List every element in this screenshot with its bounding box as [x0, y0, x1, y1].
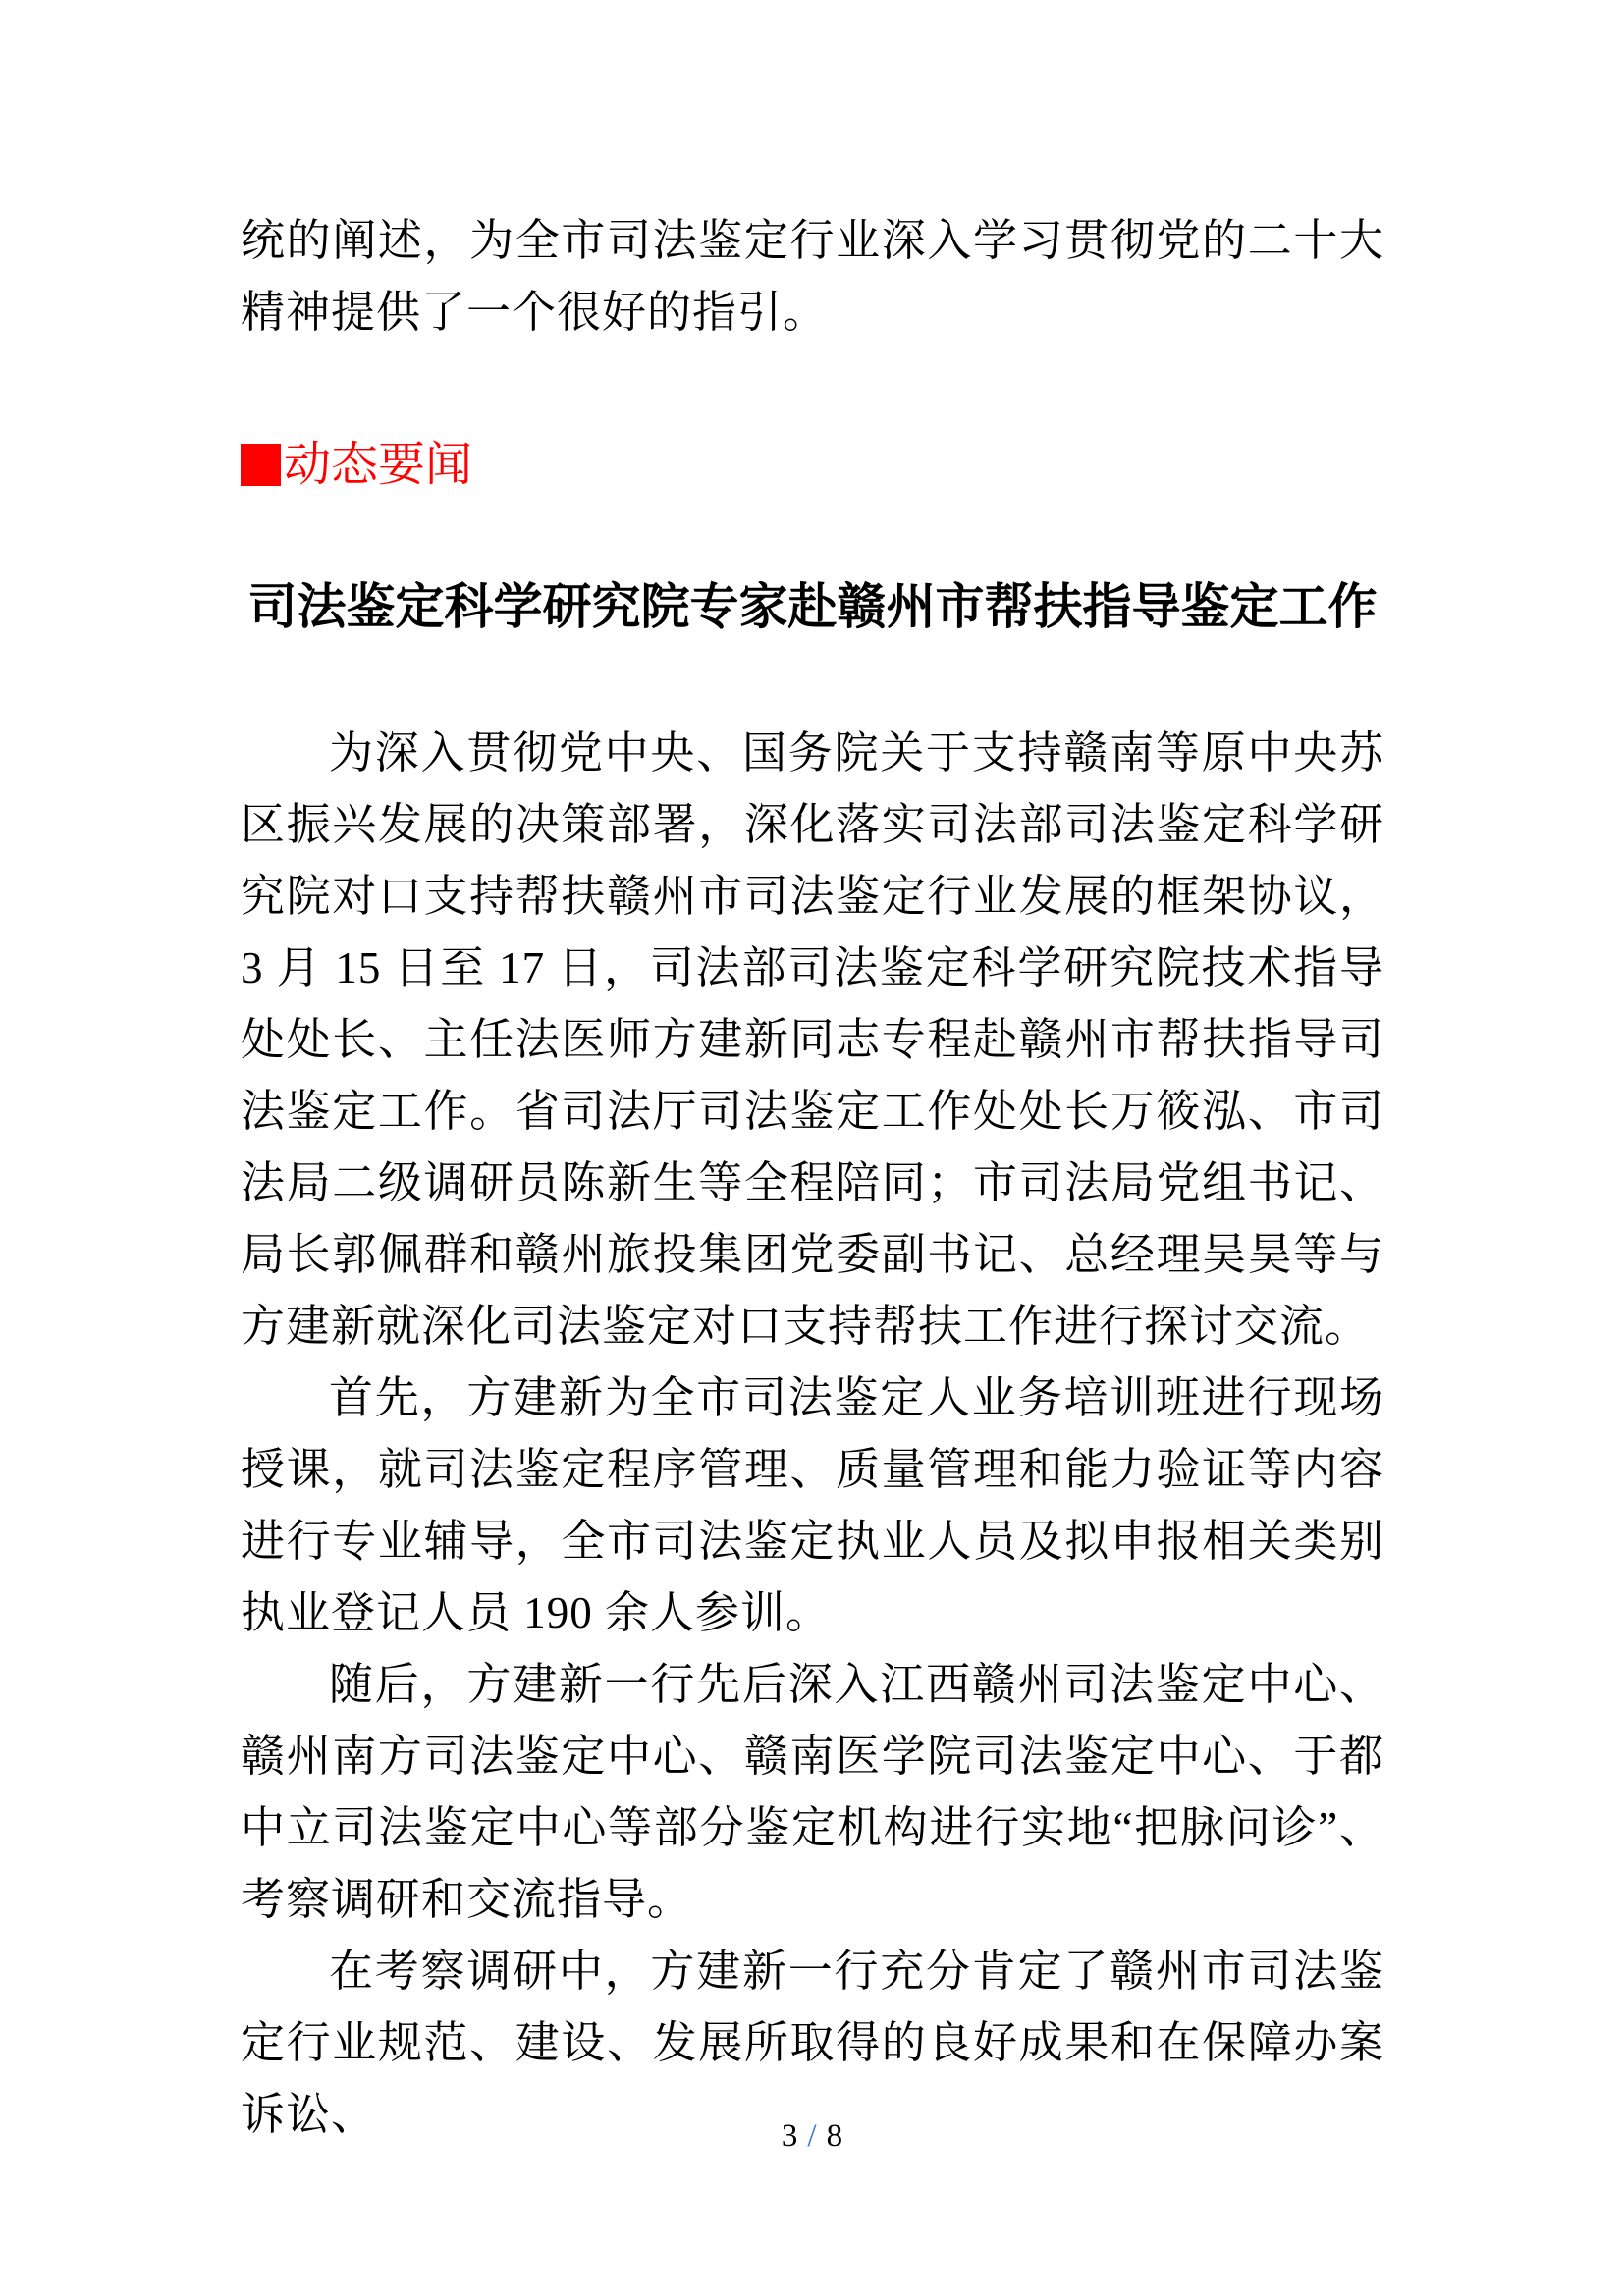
article-headline: 司法鉴定科学研究院专家赴赣州市帮扶指导鉴定工作: [247, 579, 1378, 634]
body-paragraph: 为深入贯彻党中央、国务院关于支持赣南等原中央苏区振兴发展的决策部署，深化落实司法部司法鉴定科学研究院对口支持帮扶赣州市司法鉴定行业发展的框架协议，3 月 15 日至 17 日，司法部司法鉴定科学研究院技术指导处处长、主任法医师方建新同志专程赴赣州市帮扶指导司法鉴定工作。省司法厅司法鉴定工作处处长万筱泓、市司法局二级调研员陈新生等全程陪同；市司法局党组书记、局长郭佩群和赣州旅投集团党委副书记、总经理吴昊等与方建新就深化司法鉴定对口支持帮扶工作进行探讨交流。: [241, 728, 1384, 1351]
page-number-separator: /: [807, 2118, 817, 2154]
red-square-icon: [241, 444, 281, 486]
body-paragraph: 首先，方建新为全市司法鉴定人业务培训班进行现场授课，就司法鉴定程序管理、质量管理和能力验证等内容进行专业辅导，全市司法鉴定执业人员及拟申报相关类别执业登记人员 190 余人参训。: [241, 1373, 1384, 1637]
page-number-total: 8: [826, 2118, 843, 2154]
page-footer: [0, 2116, 1624, 2156]
intro-continuation-paragraph: 统的阐述，为全市司法鉴定行业深入学习贯彻党的二十大精神提供了一个很好的指引。: [241, 216, 1384, 337]
section-title: 动态要闻: [284, 439, 473, 491]
page-number-current: 3: [781, 2118, 798, 2154]
body-paragraph: 随后，方建新一行先后深入江西赣州司法鉴定中心、赣州南方司法鉴定中心、赣南医学院司法鉴定中心、于都中立司法鉴定中心等部分鉴定机构进行实地“把脉问诊”、考察调研和交流指导。: [241, 1660, 1384, 1924]
body-paragraph: 在考察调研中，方建新一行充分肯定了赣州市司法鉴定行业规范、建设、发展所取得的良好成果和在保障办案诉讼、: [241, 1947, 1384, 2139]
section-heading: [241, 438, 1384, 493]
